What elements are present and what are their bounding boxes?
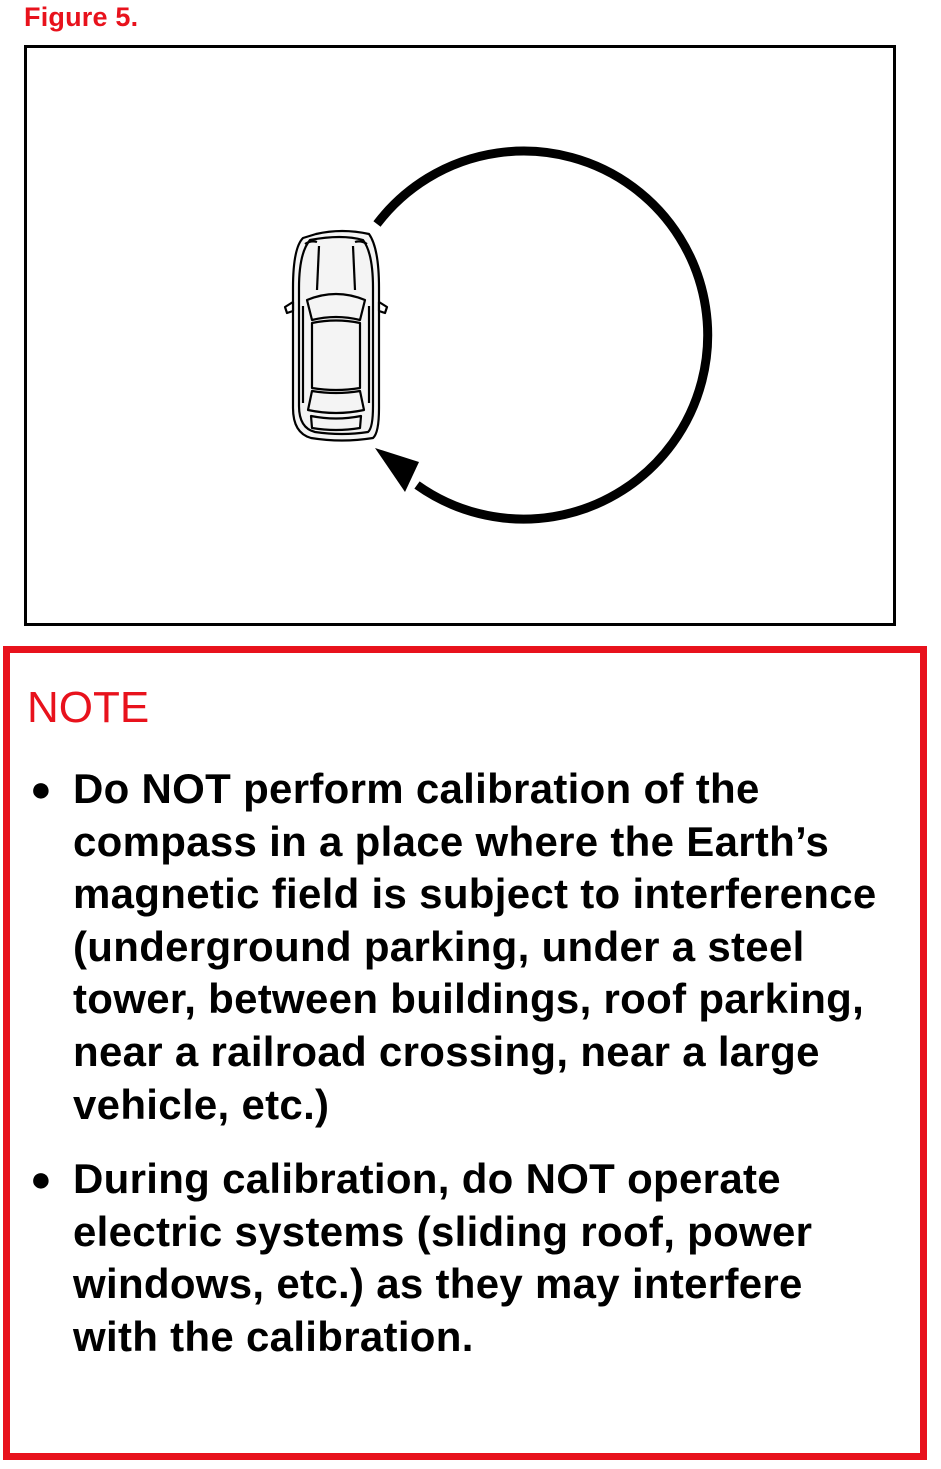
- car-top-view-icon: [285, 231, 387, 441]
- figure-frame: [24, 45, 896, 626]
- note-item-text: Do NOT perform calibration of the compass in a place where the Earth’s magnetic field is subject to interference (underground parking, under a steel tower, between buildings, roof parking, near a railroad crossing, near a large vehicle, etc.): [73, 765, 877, 1128]
- note-list: [10, 763, 910, 1386]
- circular-arrow-icon: [375, 151, 708, 519]
- note-title: NOTE: [27, 683, 150, 732]
- bullet-icon: ●: [30, 768, 53, 809]
- note-box: [3, 646, 927, 1460]
- note-item-text: During calibration, do NOT operate electric systems (sliding roof, power windows, etc.) as they may interfere with the calibration.: [73, 1155, 813, 1360]
- list-item: [10, 1153, 883, 1363]
- figure-caption: Figure 5.: [24, 2, 139, 32]
- bullet-icon: ●: [30, 1158, 53, 1200]
- calibration-diagram: [27, 48, 893, 623]
- list-item: [10, 763, 883, 1131]
